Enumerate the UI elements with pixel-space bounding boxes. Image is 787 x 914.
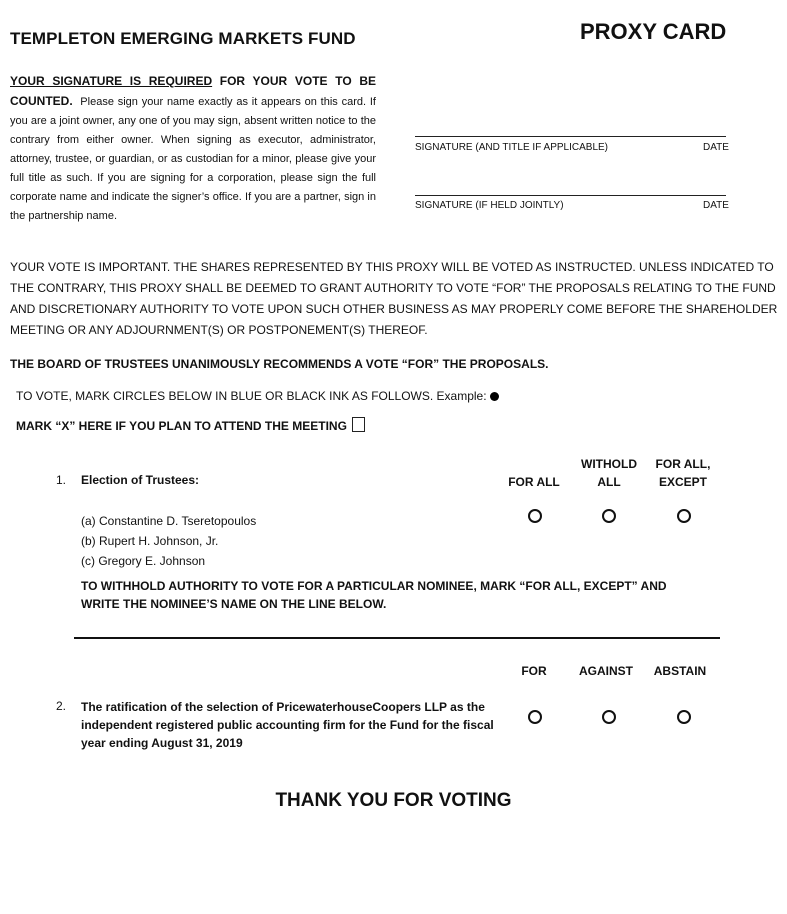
nominee-c: (c) Gregory E. Johnson [81,554,206,568]
column-header-against: AGAINST [579,664,633,678]
attend-meeting-checkbox[interactable] [352,417,365,432]
column-header-withhold-all-line1: WITHOLD [581,457,637,471]
proposal-2-text: The ratification of the selection of PricewaterhouseCoopers LLP as the independent registered public accounting firm for the Fund for the fiscal year ending August 31, 2019 [81,700,494,750]
nominee-write-in-line[interactable] [74,637,720,639]
proposal-1-title: Election of Trustees: [81,473,200,487]
signature-instructions-body: Please sign your name exactly as it appears on this card. If you are a joint owner, any one of you may sign, absent written notice to the contrary from either owner. When signing as executor, administrator, attorney, trustee, or guardian, or as custodian for a minor, please give your full title as such. If you are signing for a corporation, please sign the full corporate name and indicate the signer’s office. If you are a partner, sign in the partnership name. [10,96,376,222]
proposal-2-for-circle[interactable] [528,710,542,724]
attend-meeting-row [16,417,365,433]
signature-date-label-primary: DATE [703,142,729,153]
column-header-for-all-line1 [494,455,574,473]
signature-line-joint[interactable] [415,195,726,196]
signature-label-primary: SIGNATURE (AND TITLE IF APPLICABLE) [415,142,609,153]
column-header-withhold-all [569,455,649,491]
withhold-instructions: TO WITHHOLD AUTHORITY TO VOTE FOR A PARTICULAR NOMINEE, MARK “FOR ALL, EXCEPT” AND WRITE THE NOMINEE’S NAME ON THE LINE BELOW. [81,579,667,611]
proposal-2-abstain-circle[interactable] [677,710,691,724]
thank-you-message: THANK YOU FOR VOTING [275,790,512,811]
card-title: PROXY CARD [580,19,727,44]
proposal-1-withhold-all-circle[interactable] [602,509,616,523]
nominee-b: (b) Rupert H. Johnson, Jr. [81,534,219,548]
proposal-2-against-circle[interactable] [602,710,616,724]
vote-important-paragraph: YOUR VOTE IS IMPORTANT. THE SHARES REPRESENTED BY THIS PROXY WILL BE VOTED AS INSTRUCTED. UNLESS INDICATED TO THE CONTRARY, THIS PROXY SHALL BE DEEMED TO GRANT AUTHORITY TO VOTE “FOR” THE PROPOSALS RELATING TO THE FUND AND DISCRETIONARY AUTHORITY TO VOTE UPON SUCH OTHER BUSINESS AS MAY PROPERLY COME BEFORE THE SHAREHOLDER MEETING OR ANY ADJOURNMENT(S) OR POSTPONEMENT(S) THEREOF. [10,260,778,337]
signature-instructions [10,72,376,226]
proposal-1-for-all-except-circle[interactable] [677,509,691,523]
column-header-for-all-except-line2: EXCEPT [658,475,707,489]
signature-date-label-joint: DATE [703,200,729,211]
nominee-a: (a) Constantine D. Tseretopoulos [81,514,257,528]
column-header-for-all-line2: FOR ALL [508,475,560,489]
vote-instructions [16,389,499,403]
attend-meeting-text: MARK “X” HERE IF YOU PLAN TO ATTEND THE MEETING [16,419,347,433]
proposal-2-number: 2. [56,699,67,713]
column-header-for-all-except [643,455,723,491]
proposal-1-number: 1. [56,473,67,487]
vote-instructions-text: TO VOTE, MARK CIRCLES BELOW IN BLUE OR BLACK INK AS FOLLOWS. Example: [16,389,487,403]
signature-label-joint: SIGNATURE (IF HELD JOINTLY) [415,200,564,211]
column-header-withhold-all-line2: ALL [597,475,621,489]
signature-line-primary[interactable] [415,136,726,137]
fund-name: TEMPLETON EMERGING MARKETS FUND [10,29,356,48]
column-header-for-all [494,455,574,491]
signature-required-text: YOUR SIGNATURE IS REQUIRED [10,74,213,88]
proposal-1-for-all-circle[interactable] [528,509,542,523]
board-recommendation: THE BOARD OF TRUSTEES UNANIMOUSLY RECOMMENDS A VOTE “FOR” THE PROPOSALS. [10,357,549,371]
signature-required-rest: FOR YOUR VOTE TO BE COUNTED. [10,74,376,108]
column-header-for-all-except-line1: FOR ALL, [655,457,711,471]
column-header-for: FOR [521,664,547,678]
column-header-abstain: ABSTAIN [653,664,707,678]
filled-circle-example-icon [490,392,499,401]
